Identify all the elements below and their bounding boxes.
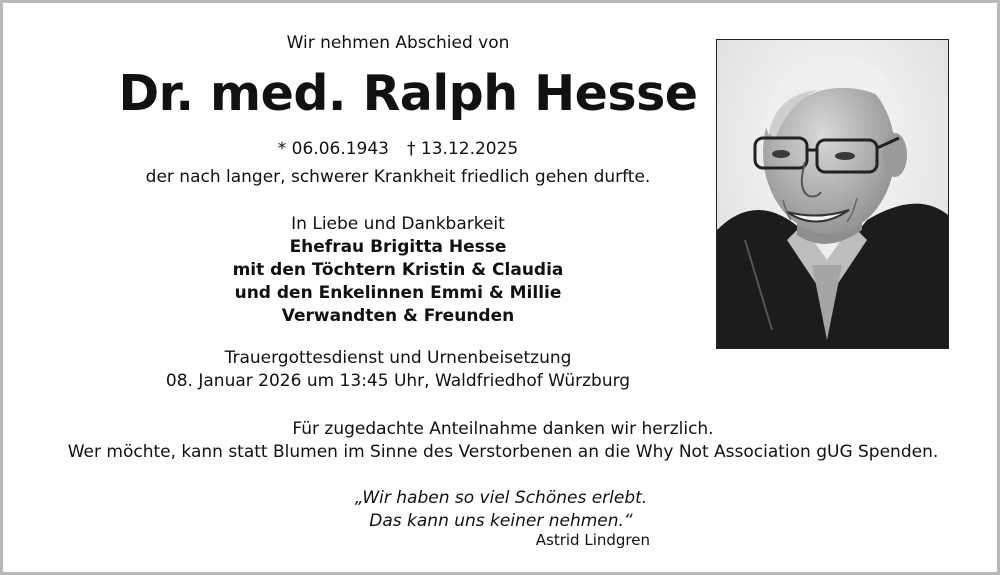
portrait-image	[717, 40, 948, 348]
mourners-intro: In Liebe und Dankbarkeit	[291, 214, 505, 234]
mourner-line: Verwandten & Freunden	[281, 306, 515, 326]
intro-text: Wir nehmen Abschied von	[286, 33, 510, 53]
service-info	[3, 347, 793, 393]
donation-line: Wer möchte, kann statt Blumen im Sinne des Verstorbenen an die Why Not Association gUG Spenden.	[67, 442, 939, 462]
thanks-line: Für zugedachte Anteilnahme danken wir herzlich.	[292, 419, 714, 439]
service-title: Trauergottesdienst und Urnenbeisetzung	[224, 348, 572, 368]
life-dates	[3, 139, 793, 159]
quote-line: Das kann uns keiner nehmen.“	[369, 511, 633, 531]
death-date: † 13.12.2025	[407, 139, 519, 159]
mourner-line: Ehefrau Brigitta Hesse	[289, 237, 507, 257]
service-date-place: 08. Januar 2026 um 13:45 Uhr, Waldfriedhof Würzburg	[165, 371, 631, 391]
thanks-text	[3, 418, 1000, 464]
birth-date: * 06.06.1943	[277, 139, 389, 159]
quote-author: Astrid Lindgren	[535, 531, 650, 549]
description-text: der nach langer, schwerer Krankheit friedlich gehen durfte.	[145, 167, 651, 187]
mourner-line: und den Enkelinnen Emmi & Millie	[234, 283, 562, 303]
quote	[3, 487, 999, 533]
quote-line: „Wir haben so viel Schönes erlebt.	[354, 488, 648, 508]
mourners-block	[3, 213, 793, 328]
mourner-line: mit den Töchtern Kristin & Claudia	[232, 260, 564, 280]
portrait-photo	[716, 39, 949, 349]
deceased-name: Dr. med. Ralph Hesse	[118, 65, 698, 122]
